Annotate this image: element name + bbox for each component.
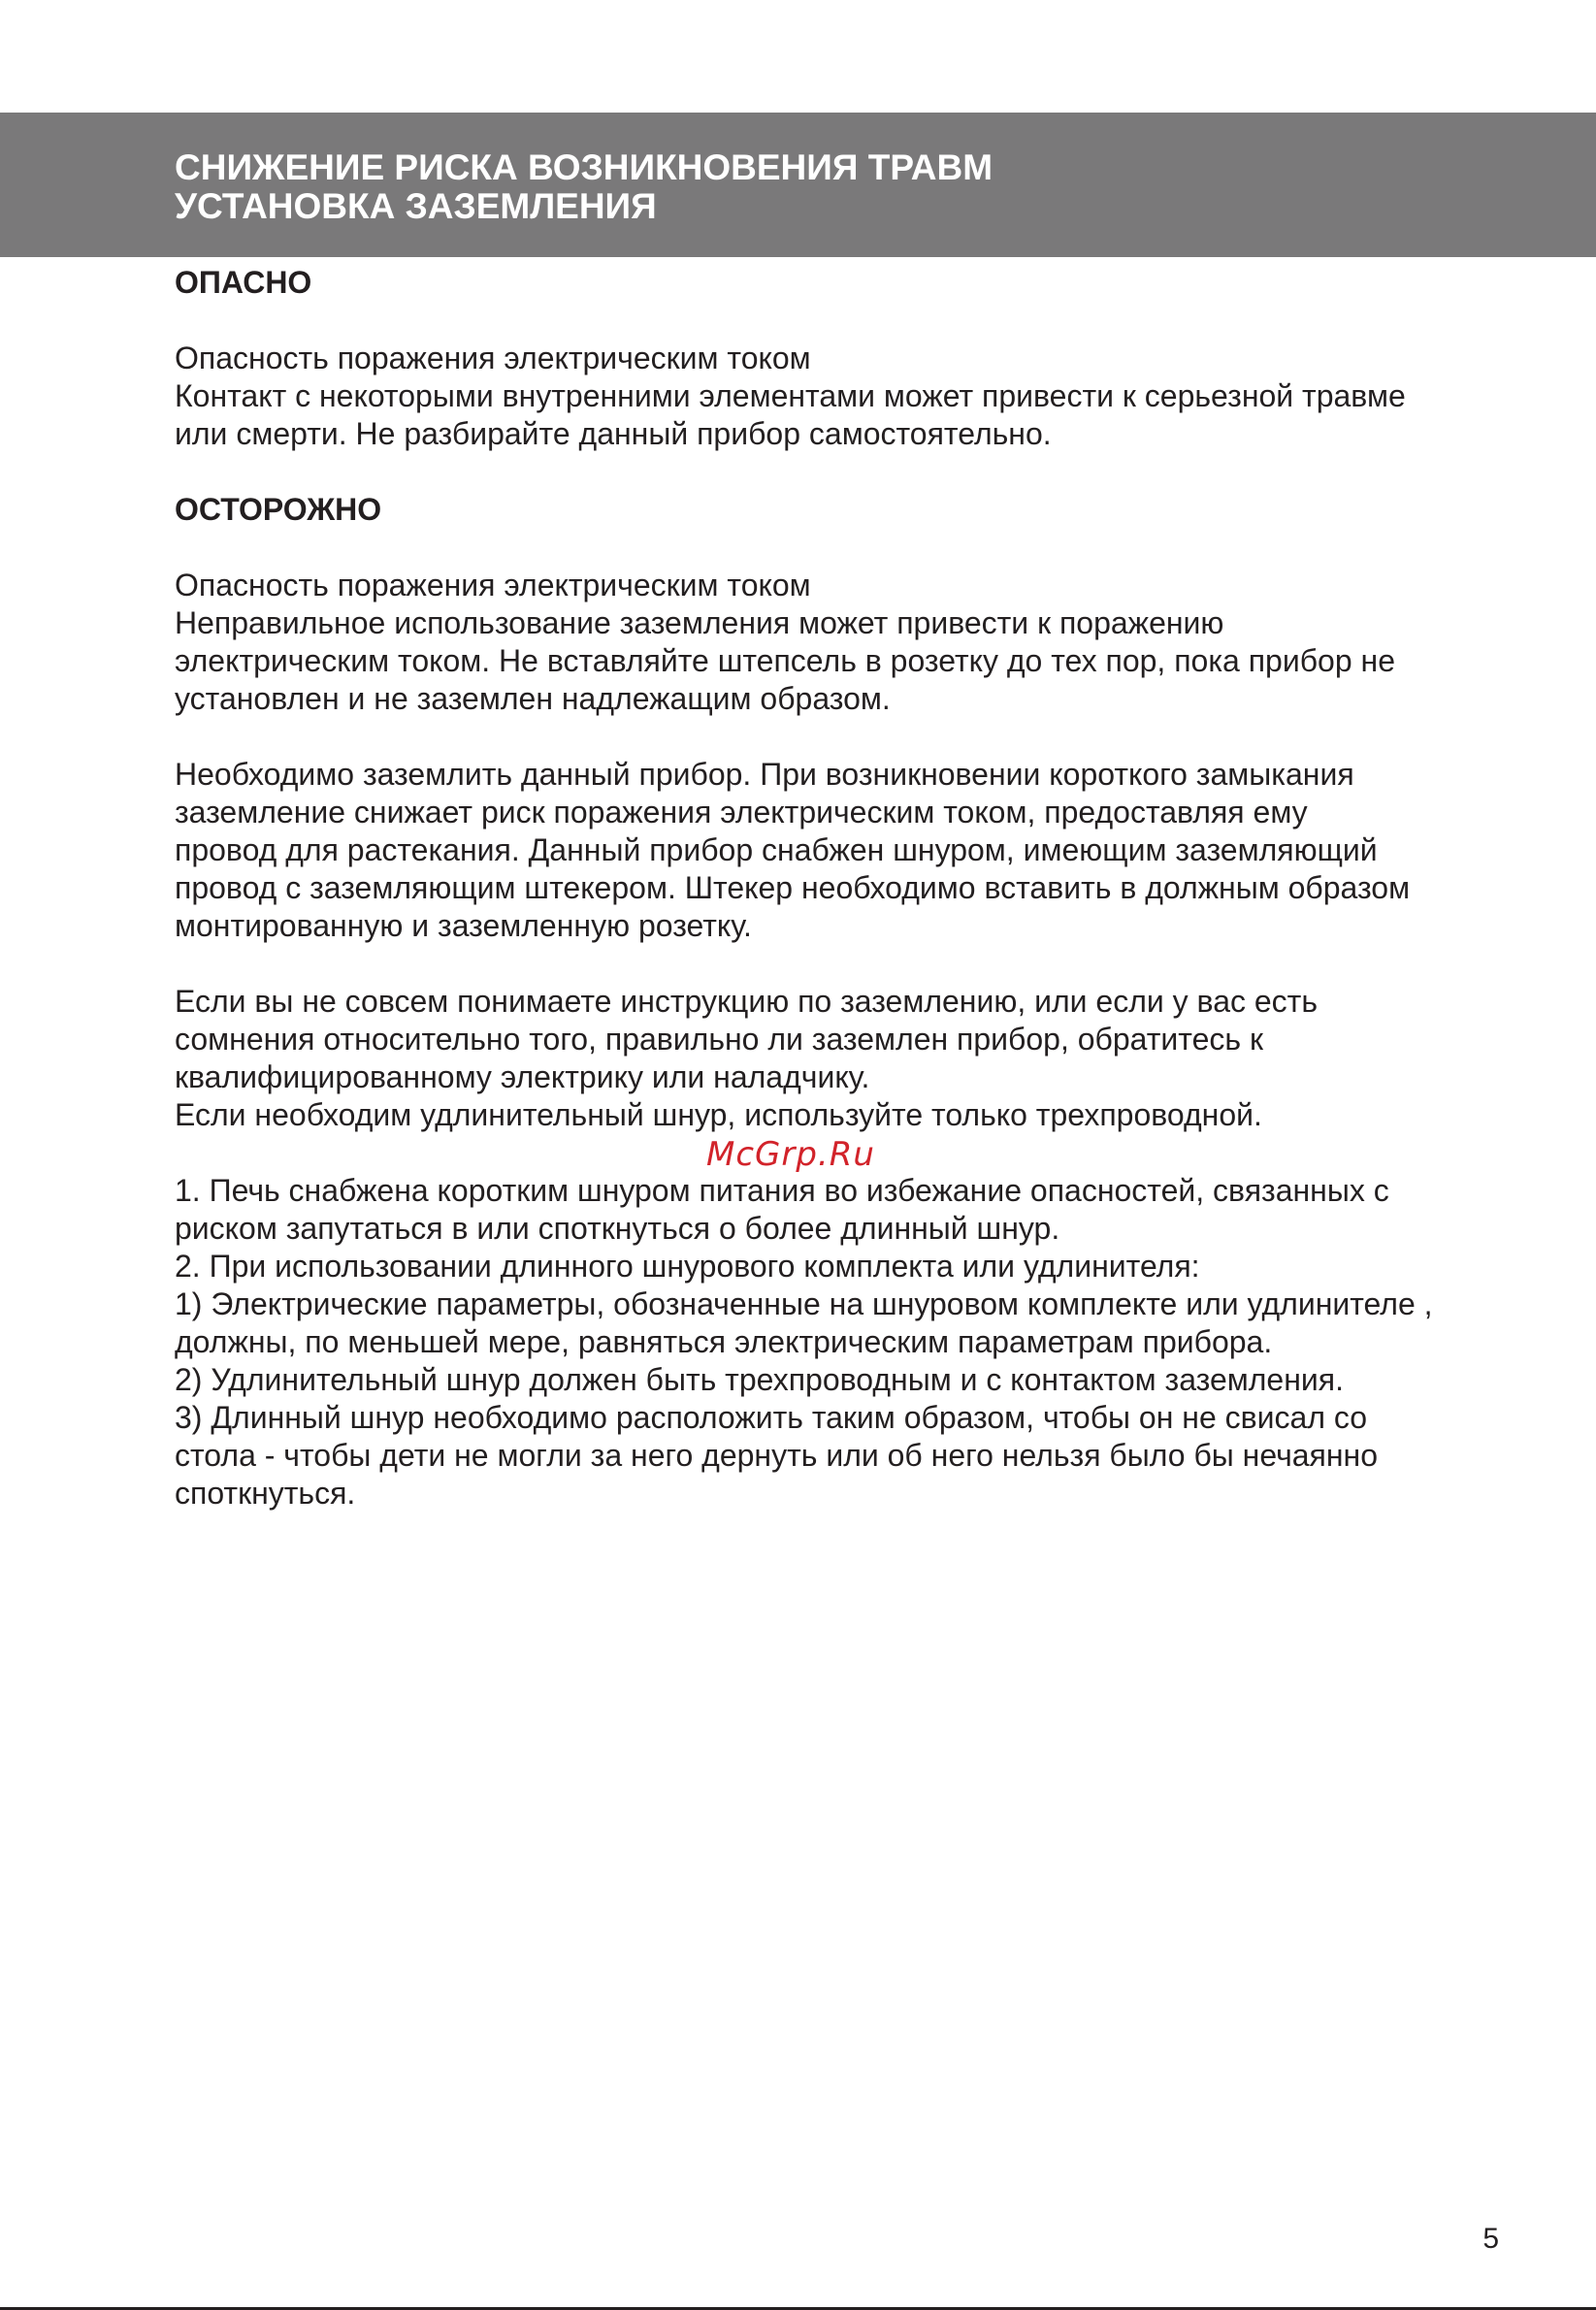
spacer (175, 945, 1533, 983)
grounding-text-line: провод с заземляющим штекером. Штекер необходимо вставить в должным образом (175, 870, 1411, 905)
page-number: 5 (1482, 2223, 1499, 2255)
danger-text-line: Опасность поражения электрическим током (175, 341, 811, 375)
document-body (175, 264, 1533, 1513)
cord-text-line: 1) Электрические параметры, обозначенные на шнуровом комплекте или удлинителе , (175, 1286, 1433, 1321)
cord-text-line: стола - чтобы дети не могли за него дернуть или об него нельзя было бы нечаянно (175, 1438, 1379, 1473)
danger-heading: ОПАСНО (175, 265, 312, 300)
spacer (175, 453, 1533, 491)
grounding-text-line: монтированную и заземленную розетку. (175, 908, 752, 943)
spacer (175, 302, 1533, 340)
grounding-text-line: провод для растекания. Данный прибор снабжен шнуром, имеющим заземляющий (175, 832, 1378, 867)
spacer (175, 529, 1533, 567)
page-title (175, 148, 993, 226)
cord-text-line: риском запутаться в или споткнуться о более длинный шнур. (175, 1211, 1060, 1246)
caution-text-line: Опасность поражения электрическим током (175, 568, 811, 602)
caution-text-line: Неправильное использование заземления может привести к поражению (175, 605, 1224, 640)
page-title-line-2: УСТАНОВКА ЗАЗЕМЛЕНИЯ (175, 186, 657, 226)
cord-text-line: 2. При использовании длинного шнурового комплекта или удлинителя: (175, 1249, 1200, 1284)
advice-text-line: Если необходим удлинительный шнур, используйте только трехпроводной. (175, 1097, 1262, 1132)
caution-text-line: установлен и не заземлен надлежащим образом. (175, 681, 891, 716)
spacer (175, 718, 1533, 756)
cord-text-line: 3) Длинный шнур необходимо расположить таким образом, чтобы он не свисал со (175, 1400, 1368, 1435)
danger-text-line: или смерти. Не разбирайте данный прибор самостоятельно. (175, 416, 1052, 451)
danger-text-line: Контакт с некоторыми внутренними элементами может привести к серьезной травме (175, 378, 1406, 413)
grounding-text-line: заземление снижает риск поражения электрическим током, предоставляя ему (175, 795, 1308, 830)
cord-text-line: 1. Печь снабжена коротким шнуром питания во избежание опасностей, связанных с (175, 1173, 1389, 1208)
watermark: McGrp.Ru (706, 1135, 875, 1174)
grounding-text-line: Необходимо заземлить данный прибор. При возникновении короткого замыкания (175, 757, 1354, 792)
advice-text-line: Если вы не совсем понимаете инструкцию по заземлению, или если у вас есть (175, 984, 1318, 1019)
caution-text-line: электрическим током. Не вставляйте штепсель в розетку до тех пор, пока прибор не (175, 643, 1395, 678)
advice-text-line: квалифицированному электрику или наладчику. (175, 1059, 870, 1094)
cord-text-line: 2) Удлинительный шнур должен быть трехпроводным и с контактом заземления. (175, 1362, 1344, 1397)
cord-text-line: споткнуться. (175, 1476, 356, 1511)
page-title-line-1: СНИЖЕНИЕ РИСКА ВОЗНИКНОВЕНИЯ ТРАВМ (175, 147, 993, 187)
caution-heading: ОСТОРОЖНО (175, 492, 382, 527)
cord-text-line: должны, по меньшей мере, равняться электрическим параметрам прибора. (175, 1324, 1273, 1359)
advice-text-line: сомнения относительно того, правильно ли заземлен прибор, обратитесь к (175, 1022, 1263, 1057)
